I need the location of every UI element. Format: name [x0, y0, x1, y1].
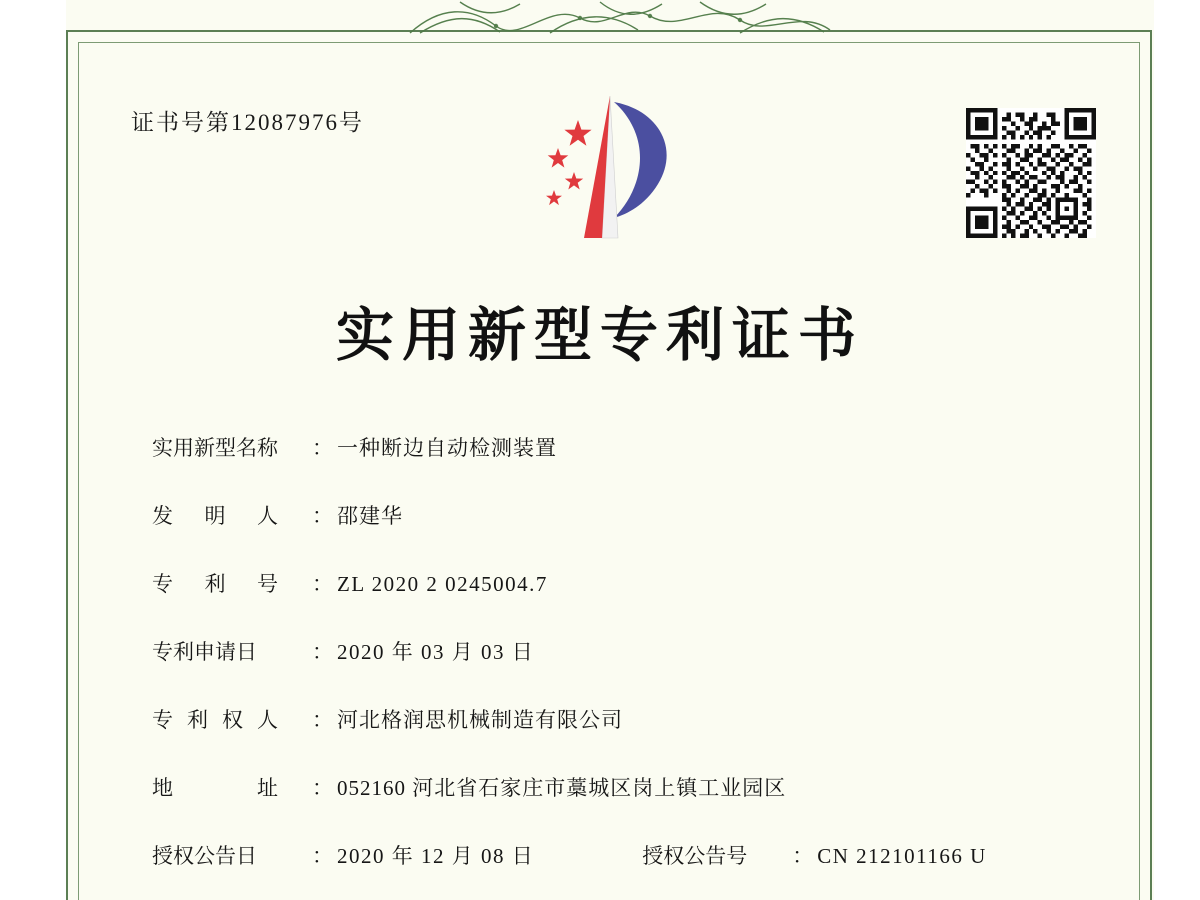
field-colon: ： [312, 776, 333, 800]
field-row [152, 772, 1102, 802]
field-label-application-date: 专利申请日 [152, 640, 257, 664]
field-label-address [152, 772, 312, 802]
label-char: 发 [152, 504, 173, 528]
field-row [152, 568, 1102, 598]
field-value-inventor: 邵建华 [337, 504, 403, 528]
field-value-patentee: 河北格润思机械制造有限公司 [337, 708, 623, 732]
page-right-margin [1154, 0, 1200, 900]
field-colon: ： [312, 708, 333, 732]
field-colon: ： [792, 844, 814, 868]
field-label-patent-number [152, 568, 312, 598]
field-value-application-date: 2020 年 03 月 03 日 [337, 640, 535, 664]
certificate-number: 证书号第12087976号 [131, 110, 364, 135]
field-row [152, 636, 1102, 666]
field-colon: ： [312, 640, 333, 664]
field-value-grant-number: CN 212101166 U [817, 844, 987, 868]
label-char: 利 [204, 572, 226, 596]
label-char: 明 [204, 504, 226, 528]
label-char: 人 [257, 504, 278, 528]
field-colon: ： [312, 844, 333, 868]
label-char: 址 [257, 776, 278, 800]
label-char: 人 [257, 708, 278, 732]
label-char: 利 [187, 708, 208, 732]
field-label-patentee-text [152, 704, 278, 734]
field-value-address: 052160 河北省石家庄市藁城区岗上镇工业园区 [337, 776, 787, 800]
field-label-grant-date: 授权公告日 [152, 844, 257, 868]
page-title: 实用新型专利证书 [335, 301, 864, 369]
field-value-grant-date: 2020 年 12 月 08 日 [337, 844, 535, 868]
field-label-grant-number: 授权公告号 [642, 844, 748, 868]
qr-code [966, 108, 1096, 238]
cnipa-emblem-icon [518, 88, 688, 248]
label-char: 号 [257, 572, 278, 596]
field-row [152, 432, 1102, 462]
field-row [152, 704, 1102, 734]
field-colon: ： [312, 436, 333, 460]
page-left-margin [0, 0, 66, 900]
field-value-utility-model-name: 一种断边自动检测装置 [337, 436, 557, 460]
field-label-inventor [152, 500, 312, 530]
field-row-grant [152, 840, 1102, 870]
label-char: 权 [222, 708, 243, 732]
field-value-patent-number: ZL 2020 2 0245004.7 [337, 572, 548, 596]
label-char: 专 [152, 572, 173, 596]
label-char: 地 [152, 776, 173, 800]
field-label-patent-number-text [152, 568, 278, 598]
field-colon: ： [312, 504, 333, 528]
grant-publication-number-group [642, 840, 987, 870]
field-row [152, 500, 1102, 530]
field-label-patentee [152, 704, 312, 734]
field-label-address-text [152, 772, 278, 802]
field-label-utility-model-name: 实用新型名称 [152, 436, 278, 460]
field-colon: ： [312, 572, 333, 596]
label-char: 专 [152, 708, 173, 732]
field-label-inventor-text [152, 500, 278, 530]
certificate-fields [152, 432, 1102, 900]
top-ornament-decoration [400, 0, 840, 34]
